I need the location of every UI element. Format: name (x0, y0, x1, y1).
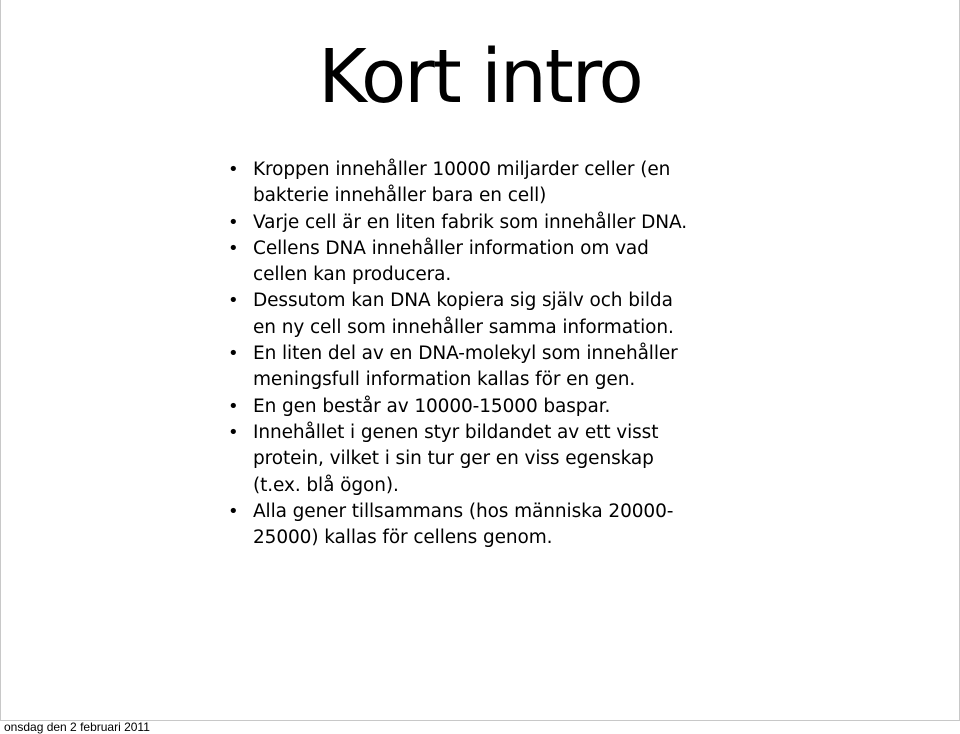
bullet-item (228, 157, 688, 210)
bullet-text: Alla gener tillsammans (hos människa 20000-25000) kallas för cellens genom. (253, 500, 674, 549)
bullet-icon: • (228, 395, 239, 417)
bullet-text: Kroppen innehåller 10000 miljarder celler (en bakterie innehåller bara en cell) (253, 159, 671, 207)
bullet-item (228, 210, 688, 236)
bullet-text: En gen består av 10000-15000 baspar. (253, 395, 611, 417)
bullet-icon: • (228, 290, 239, 312)
bullet-icon: • (228, 159, 239, 180)
bullet-icon: • (228, 421, 239, 443)
bullet-text: Dessutom kan DNA kopiera sig själv och bilda en ny cell som innehåller samma information. (253, 290, 674, 338)
bullet-icon: • (228, 500, 239, 522)
bullet-item (228, 420, 688, 499)
bullet-icon: • (228, 211, 239, 233)
bullet-text: Cellens DNA innehåller information om vad cellen kan producera. (253, 237, 649, 286)
bullet-text: Varje cell är en liten fabrik som innehåller DNA. (253, 211, 687, 233)
bullet-icon: • (228, 343, 239, 365)
bullet-text: Innehållet i genen styr bildandet av ett visst protein, vilket i sin tur ger en viss egenskap (t.ex. blå ögon). (253, 421, 659, 496)
bullet-item (228, 499, 688, 552)
bullet-list (228, 157, 688, 551)
bullet-item (228, 394, 688, 420)
bullet-item (228, 288, 688, 341)
bullet-text: En liten del av en DNA-molekyl som innehåller meningsfull information kallas för en gen. (253, 343, 678, 391)
bullet-item (228, 341, 688, 394)
slide-title: Kort intro (318, 34, 642, 120)
bullet-icon: • (228, 237, 239, 259)
footer-date: onsdag den 2 februari 2011 (4, 720, 150, 734)
bullet-item (228, 236, 688, 289)
